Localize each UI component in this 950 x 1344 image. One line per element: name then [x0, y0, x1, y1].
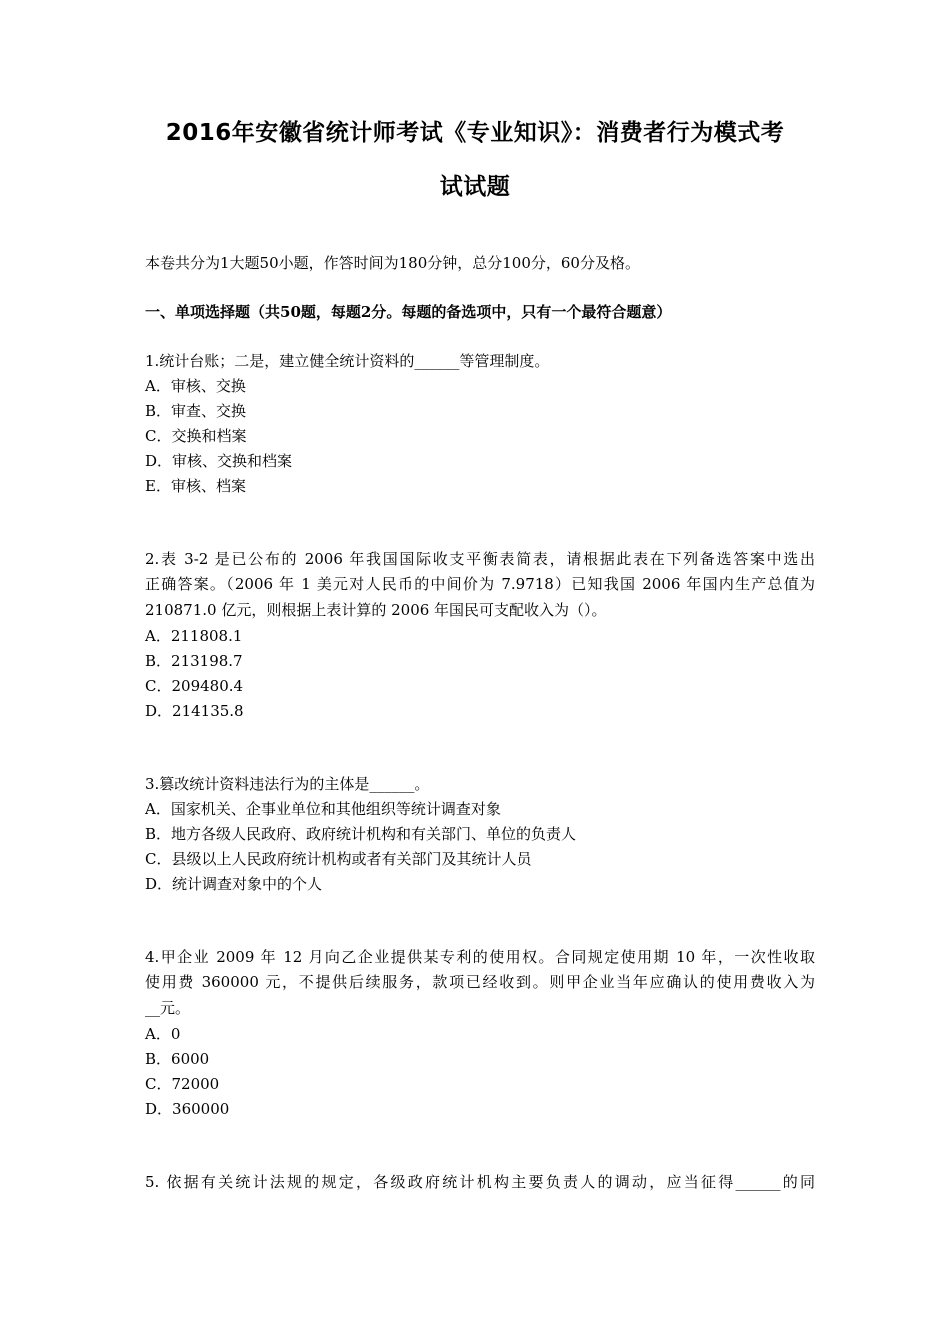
question-1-option-a: A．审核、交换: [145, 377, 246, 395]
question-3-option-c: C．县级以上人民政府统计机构或者有关部门及其统计人员: [145, 850, 532, 868]
question-1-option-e: E．审核、档案: [145, 477, 246, 495]
document-title-line-1: 2016年安徽省统计师考试《专业知识》：消费者行为模式考: [165, 120, 785, 146]
question-2-stem-line-3: 210871.0 亿元，则根据上表计算的 2006 年国民可支配收入为（）。: [145, 601, 607, 619]
question-2-stem-line-1: 2.表 3-2 是已公布的 2006 年我国国际收支平衡表简表，请根据此表在下列备选答案中选出: [145, 550, 815, 568]
question-4-stem-line-1: 4.甲企业 2009 年 12 月向乙企业提供某专利的使用权。合同规定使用期 10 年，一次性收取: [145, 948, 815, 966]
question-2-option-c: C．209480.4: [145, 677, 244, 695]
question-2-option-d: D．214135.8: [145, 702, 244, 720]
question-3-stem: 3.篡改统计资料违法行为的主体是______。: [145, 775, 430, 793]
question-4-option-b: B．6000: [145, 1050, 210, 1068]
question-4-stem-line-3: __元。: [145, 999, 191, 1017]
exam-intro: 本卷共分为1大题50小题，作答时间为180分钟，总分100分，60分及格。: [145, 254, 640, 272]
question-3-option-d: D．统计调查对象中的个人: [145, 875, 323, 893]
question-1-option-c: C．交换和档案: [145, 427, 247, 445]
question-4-option-a: A．0: [145, 1025, 181, 1043]
question-1-option-b: B．审查、交换: [145, 402, 247, 420]
question-4-option-c: C．72000: [145, 1075, 220, 1093]
question-2-stem-line-2: 正确答案。（2006 年 1 美元对人民币的中间价为 7.9718）已知我国 2006 年国内生产总值为: [145, 575, 815, 593]
question-5-stem-line-1: 5. 依据有关统计法规的规定，各级政府统计机构主要负责人的调动，应当征得______的同: [145, 1173, 815, 1191]
question-4-option-d: D．360000: [145, 1100, 230, 1118]
question-3-option-a: A．国家机关、企事业单位和其他组织等统计调查对象: [145, 800, 501, 818]
question-1-option-d: D．审核、交换和档案: [145, 452, 293, 470]
question-1-stem: 1.统计台账；二是，建立健全统计资料的______等管理制度。: [145, 352, 550, 370]
section-heading: 一、单项选择题（共50题，每题2分。每题的备选项中，只有一个最符合题意）: [145, 303, 672, 321]
document-title-line-2: 试试题: [439, 174, 511, 200]
question-4-stem-line-2: 使用费 360000 元，不提供后续服务，款项已经收到。则甲企业当年应确认的使用费收入为: [145, 973, 815, 991]
question-2-option-b: B．213198.7: [145, 652, 243, 670]
question-3-option-b: B．地方各级人民政府、政府统计机构和有关部门、单位的负责人: [145, 825, 577, 843]
question-2-option-a: A．211808.1: [145, 627, 243, 645]
